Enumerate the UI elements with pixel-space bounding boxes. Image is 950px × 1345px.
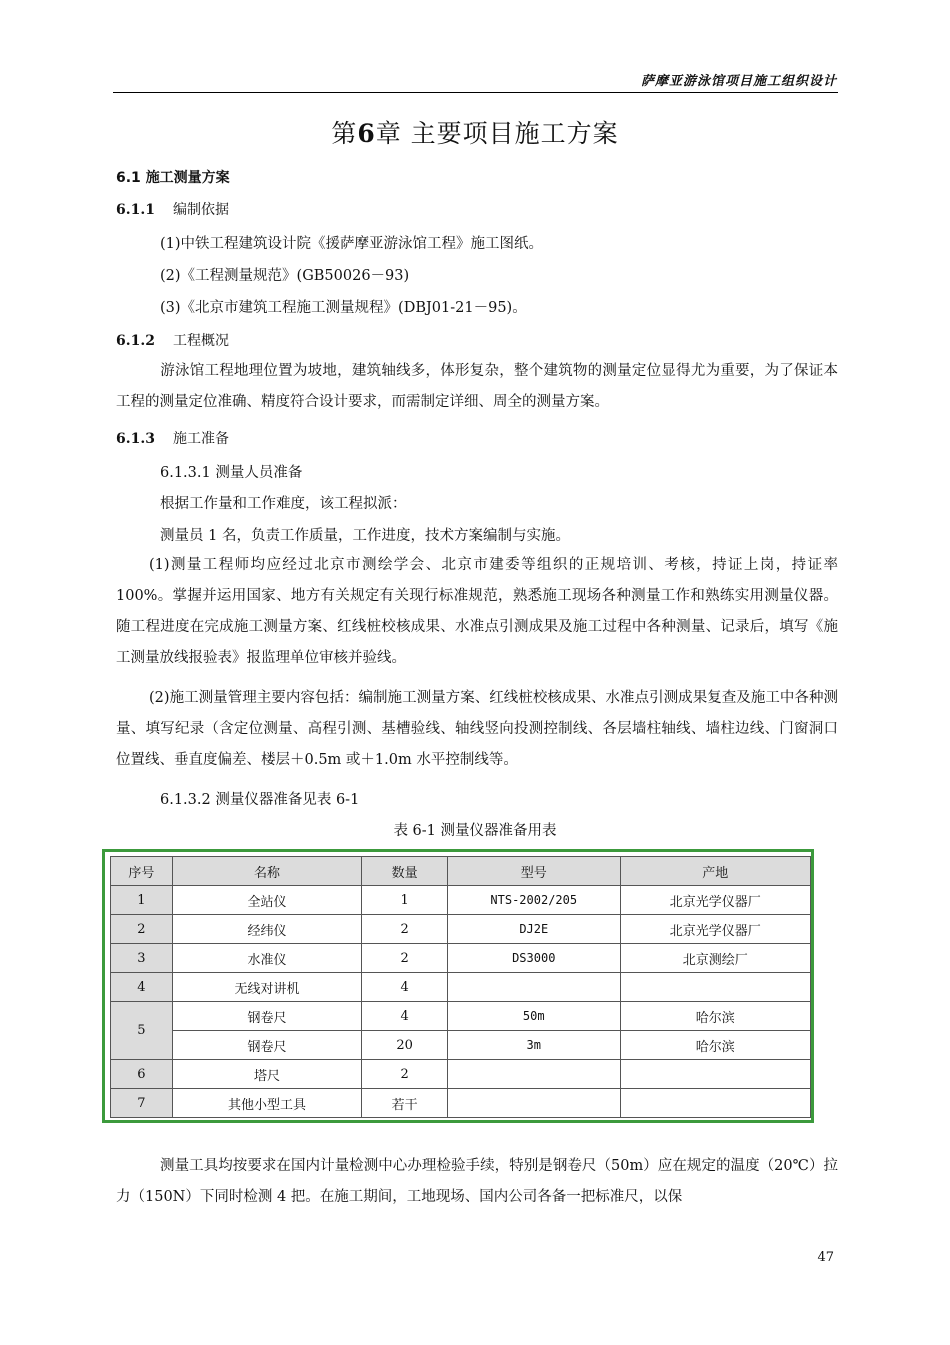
section-number: 6.1	[116, 170, 141, 186]
row-number-cell: 2	[111, 915, 173, 944]
row-number-cell: 3	[111, 944, 173, 973]
overview-text: 游泳馆工程地理位置为坡地，建筑轴线多，体形复杂，整个建筑物的测量定位显得尤为重要，为了保证本工程的测量定位准确、精度符合设计要求，而需制定详细、周全的测量方案。	[116, 363, 838, 410]
table-row	[111, 944, 811, 973]
model-cell: 50m	[447, 1002, 620, 1031]
chapter-prefix: 第	[331, 119, 358, 148]
name-cell: 水准仪	[172, 944, 361, 973]
basis-item-3: (3)《北京市建筑工程施工测量规程》(DBJ01-21－95)。	[160, 300, 527, 316]
staff-intro: 根据工作量和工作难度，该工程拟派：	[160, 496, 407, 512]
closing-paragraph	[116, 1151, 838, 1213]
table-header-row	[111, 857, 811, 886]
header-cell: 名称	[172, 857, 361, 886]
chapter-number: 6	[357, 119, 376, 148]
section-6-1-heading	[116, 167, 230, 187]
requirement-2-text: (2)施工测量管理主要内容包括：编制施工测量方案、红线桩校核成果、水准点引测成果复查及施工中各种测量、填写纪录（含定位测量、高程引测、基槽验线、轴线竖向投测控制线、各层墙柱轴线、墙柱边线、门窗洞口位置线、垂直度偏差、楼层＋0.5m 或＋1.0m 水平控制线等。	[116, 690, 838, 768]
quantity-cell: 2	[362, 1060, 448, 1089]
quantity-cell: 1	[362, 886, 448, 915]
origin-cell	[620, 973, 810, 1002]
section-title: 施工准备	[172, 431, 229, 447]
quantity-cell: 2	[362, 915, 448, 944]
overview-paragraph	[116, 356, 838, 418]
section-6-1-2-heading	[116, 330, 229, 350]
header-cell: 序号	[111, 857, 173, 886]
requirement-1-paragraph	[116, 550, 838, 674]
header-cell: 产地	[620, 857, 810, 886]
section-title: 编制依据	[172, 202, 229, 218]
quantity-cell: 若干	[362, 1089, 448, 1118]
subsection-6-1-3-1: 6.1.3.1 测量人员准备	[160, 465, 303, 481]
origin-cell: 哈尔滨	[620, 1002, 810, 1031]
quantity-cell: 2	[362, 944, 448, 973]
origin-cell: 北京光学仪器厂	[620, 915, 810, 944]
origin-cell: 北京光学仪器厂	[620, 886, 810, 915]
row-number-cell: 6	[111, 1060, 173, 1089]
name-cell: 钢卷尺	[172, 1031, 361, 1060]
table-row	[111, 886, 811, 915]
table-row	[111, 1060, 811, 1089]
section-6-1-1-heading	[116, 199, 229, 219]
origin-cell: 北京测绘厂	[620, 944, 810, 973]
row-number-cell: 4	[111, 973, 173, 1002]
section-title: 工程概况	[172, 333, 229, 349]
requirement-2-paragraph	[116, 683, 838, 776]
table-row	[111, 1089, 811, 1118]
quantity-cell: 4	[362, 1002, 448, 1031]
subsection-6-1-3-2: 6.1.3.2 测量仪器准备见表 6-1	[160, 792, 360, 808]
row-number-cell: 7	[111, 1089, 173, 1118]
table-row	[111, 1002, 811, 1031]
equipment-table	[110, 856, 811, 1118]
basis-item-1: (1)中铁工程建筑设计院《援萨摩亚游泳馆工程》施工图纸。	[160, 236, 544, 252]
origin-cell	[620, 1089, 810, 1118]
model-cell: 3m	[447, 1031, 620, 1060]
row-number-cell: 1	[111, 886, 173, 915]
header-cell: 型号	[447, 857, 620, 886]
name-cell: 钢卷尺	[172, 1002, 361, 1031]
table-row	[111, 915, 811, 944]
header-rule	[113, 92, 838, 93]
section-title: 施工测量方案	[145, 170, 230, 186]
model-cell	[447, 1060, 620, 1089]
name-cell: 塔尺	[172, 1060, 361, 1089]
requirement-1-text: (1)测量工程师均应经过北京市测绘学会、北京市建委等组织的正规培训、考核，持证上岗，持证率 100%。掌握并运用国家、地方有关规定有关现行标准规范，熟悉施工现场各种测量工作和熟练实用测量仪器。随工程进度在完成施工测量方案、红线桩校核成果、水准点引测成果及施工过程中各种测量、记录后，填写《施工测量放线报验表》报监理单位审核并验线。	[116, 557, 838, 666]
table-row	[111, 1031, 811, 1060]
chapter-title	[0, 114, 950, 150]
model-cell	[447, 1089, 620, 1118]
section-number: 6.1.1	[116, 202, 155, 218]
origin-cell	[620, 1060, 810, 1089]
section-number: 6.1.3	[116, 431, 155, 447]
staff-line: 测量员 1 名，负责工作质量，工作进度，技术方案编制与实施。	[160, 528, 570, 544]
header-cell: 数量	[362, 857, 448, 886]
page-number: 47	[817, 1250, 834, 1265]
name-cell: 经纬仪	[172, 915, 361, 944]
section-6-1-3-heading	[116, 428, 229, 448]
model-cell	[447, 973, 620, 1002]
model-cell: NTS-2002/205	[447, 886, 620, 915]
name-cell: 全站仪	[172, 886, 361, 915]
table-row	[111, 973, 811, 1002]
quantity-cell: 4	[362, 973, 448, 1002]
table-frame	[102, 849, 814, 1123]
row-number-cell: 5	[111, 1002, 173, 1060]
origin-cell: 哈尔滨	[620, 1031, 810, 1060]
model-cell: DJ2E	[447, 915, 620, 944]
closing-text: 测量工具均按要求在国内计量检测中心办理检验手续，特别是钢卷尺（50m）应在规定的温度（20℃）拉力（150N）下同时检测 4 把。在施工期间，工地现场、国内公司各备一把标准尺，以保	[116, 1158, 838, 1205]
running-header: 萨摩亚游泳馆项目施工组织设计	[640, 74, 837, 89]
model-cell: DS3000	[447, 944, 620, 973]
section-number: 6.1.2	[116, 333, 155, 349]
basis-item-2: (2)《工程测量规范》(GB50026－93)	[160, 268, 410, 284]
name-cell: 无线对讲机	[172, 973, 361, 1002]
table-caption: 表 6-1 测量仪器准备用表	[393, 823, 557, 839]
name-cell: 其他小型工具	[172, 1089, 361, 1118]
chapter-name: 章 主要项目施工方案	[375, 119, 619, 148]
quantity-cell: 20	[362, 1031, 448, 1060]
